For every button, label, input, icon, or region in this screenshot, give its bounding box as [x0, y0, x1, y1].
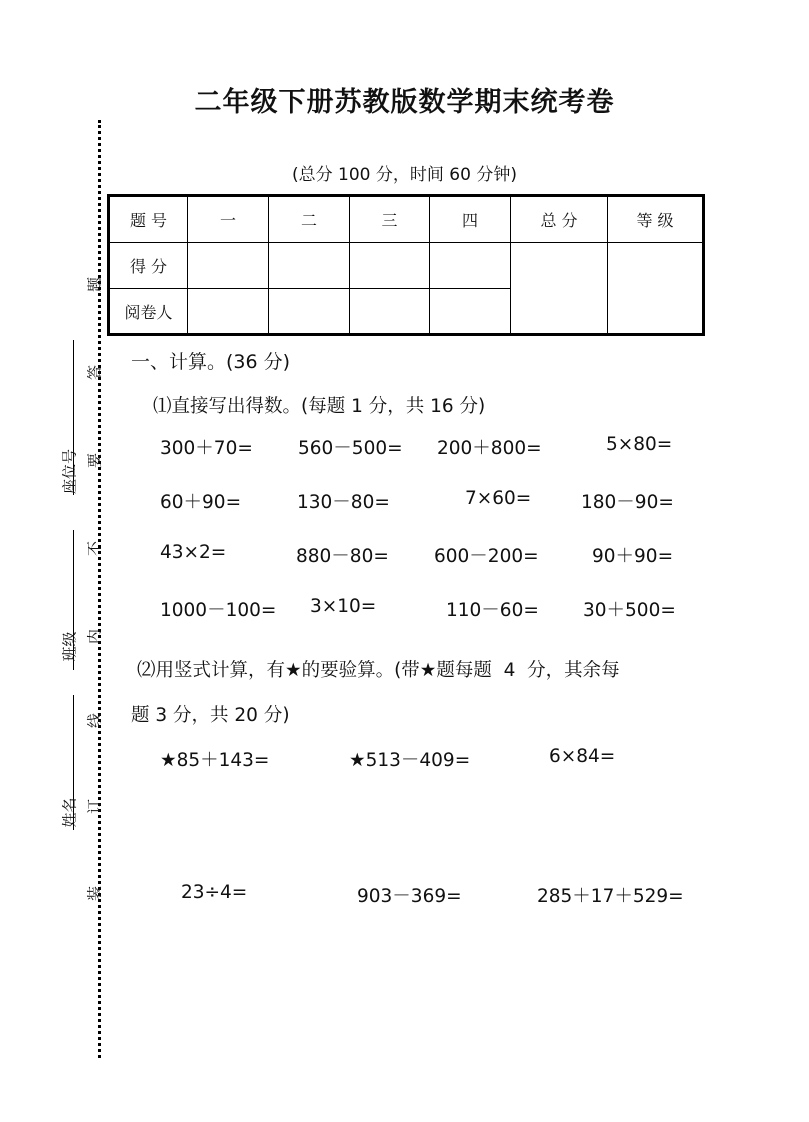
grader-cell: [269, 289, 350, 335]
problem: 30＋500=: [583, 600, 676, 621]
seat-number-label: 座位号: [60, 449, 79, 495]
part2-heading-line2: 题 3 分，共 20 分): [131, 705, 290, 726]
score-row: [109, 243, 704, 289]
page-title: 二年级下册苏教版数学期末统考卷: [194, 87, 615, 118]
row-label: 得 分: [109, 243, 188, 289]
name-label: 姓名: [60, 797, 79, 828]
score-cell: [188, 243, 269, 289]
problem: 3×10=: [310, 596, 377, 617]
grader-cell: [350, 289, 430, 335]
problem: 60＋90=: [160, 492, 242, 513]
problem: 880－80=: [296, 546, 389, 567]
header-cell: 等 级: [608, 196, 704, 243]
score-table: [107, 194, 705, 336]
part1-heading: ⑴直接写出得数。(每题 1 分，共 16 分): [153, 396, 486, 417]
binding-char: 题: [85, 277, 104, 293]
binding-char: 装: [85, 886, 104, 902]
grader-cell: [430, 289, 511, 335]
grader-cell: [188, 289, 269, 335]
grade-cell: [608, 243, 704, 335]
problem: 43×2=: [160, 542, 227, 563]
problem: 560－500=: [298, 438, 403, 459]
header-cell: 一: [188, 196, 269, 243]
problem: 600－200=: [434, 546, 539, 567]
problem: 130－80=: [297, 492, 390, 513]
score-cell: [350, 243, 430, 289]
header-cell: 题 号: [109, 196, 188, 243]
total-score-cell: [511, 243, 608, 335]
problem: 200＋800=: [437, 438, 542, 459]
problem: 903－369=: [357, 886, 462, 907]
part2-heading-line1: ⑵用竖式计算，有★的要验算。(带★题每题 4 分，其余每: [137, 660, 620, 681]
problem: 300＋70=: [160, 438, 253, 459]
problem: 1000－100=: [160, 600, 277, 621]
binding-dotted-line: [98, 120, 101, 1058]
problem: 5×80=: [606, 434, 673, 455]
header-cell: 三: [350, 196, 430, 243]
problem: ★85＋143=: [160, 750, 270, 771]
header-cell: 二: [269, 196, 350, 243]
header-cell: 总 分: [511, 196, 608, 243]
score-cell: [430, 243, 511, 289]
class-label: 班级: [60, 631, 79, 662]
problem: ★513－409=: [349, 750, 471, 771]
binding-char: 订: [85, 799, 104, 815]
problem: 110－60=: [446, 600, 539, 621]
binding-char: 内: [85, 629, 104, 645]
row-label: 阅卷人: [109, 289, 188, 335]
binding-char: 要: [85, 453, 104, 469]
problem: 23÷4=: [181, 882, 248, 903]
score-table-header-row: [109, 196, 704, 243]
problem: 90＋90=: [592, 546, 674, 567]
binding-char: 答: [85, 365, 104, 381]
exam-info: (总分 100 分，时间 60 分钟): [292, 165, 517, 185]
binding-char: 不: [85, 541, 104, 557]
score-cell: [269, 243, 350, 289]
header-cell: 四: [430, 196, 511, 243]
problem: 285＋17＋529=: [537, 886, 684, 907]
problem: 6×84=: [549, 746, 616, 767]
binding-char: 线: [85, 713, 104, 729]
section-heading: 一、计算。(36 分): [131, 351, 291, 373]
problem: 7×60=: [465, 488, 532, 509]
problem: 180－90=: [581, 492, 674, 513]
